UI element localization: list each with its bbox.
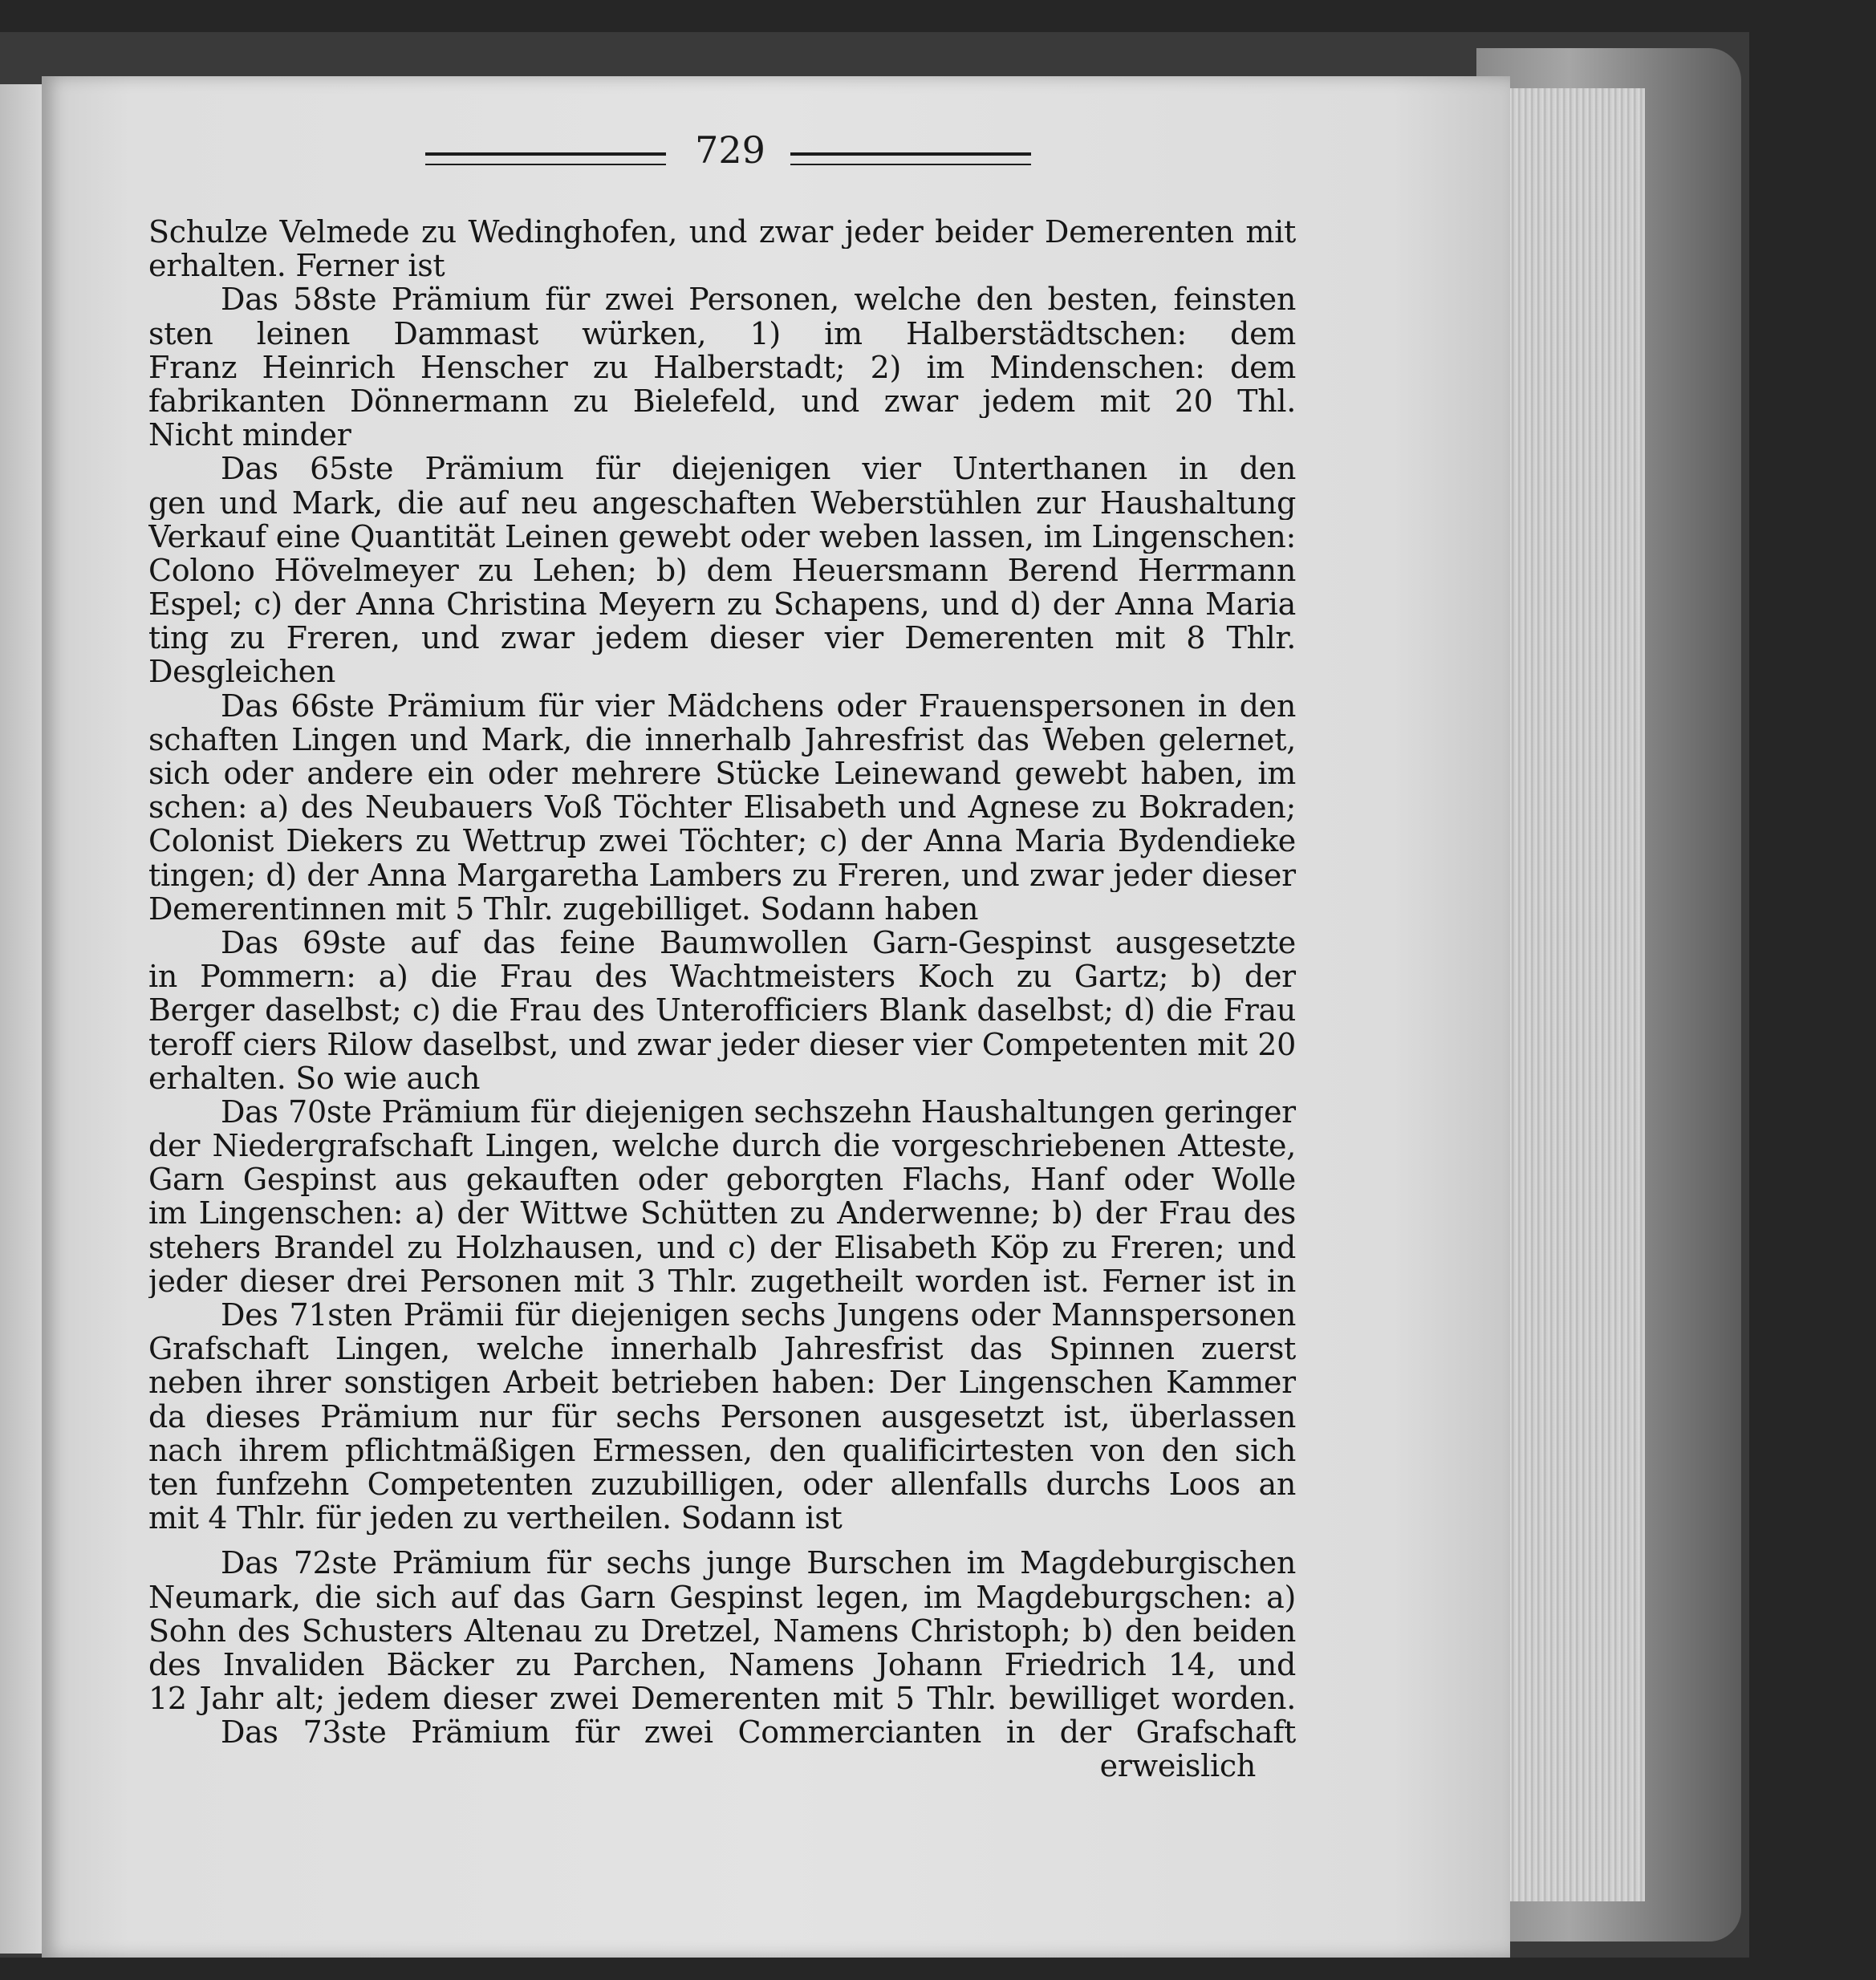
catchword: erweislich [1099, 1749, 1256, 1783]
text-line: des Invaliden Bäcker zu Parchen, Namens Johann Friedrich 14, und [148, 1647, 1296, 1682]
text-line: mit 4 Thlr. für jeden zu vertheilen. Sodann ist [148, 1501, 843, 1536]
text-line: teroff ciers Rilow daselbst, und zwar jeder dieser vier Competenten mit 20 [148, 1027, 1296, 1061]
text-line: der Niedergrafschaft Lingen, welche durch die vorgeschriebenen Atteste, [148, 1129, 1296, 1163]
text-line: Grafschaft Lingen, welche innerhalb Jahresfrist das Spinnen zuerst [148, 1332, 1296, 1366]
text-line: stehers Brandel zu Holzhausen, und c) der Elisabeth Köp zu Freren; und [148, 1230, 1296, 1264]
text-line: Das 69ste auf das feine Baumwollen Garn-Gespinst ausgesetzte [221, 925, 1296, 960]
text-line: erhalten. Ferner ist [148, 249, 445, 283]
text-line: Colono Hövelmeyer zu Lehen; b) dem Heuersmann Berend Herrmann [148, 553, 1296, 588]
text-line: Das 58ste Prämium für zwei Personen, welche den besten, feinsten [221, 282, 1296, 317]
text-line: erhalten. So wie auch [148, 1061, 481, 1095]
text-line: gen und Mark, die auf neu angeschaften Weberstühlen zur Haushaltung [148, 485, 1296, 520]
text-line: sich oder andere ein oder mehrere Stücke Leinewand gewebt haben, im [148, 757, 1296, 791]
text-line: schaften Lingen und Mark, die innerhalb Jahresfrist das Weben gelernet, [148, 722, 1296, 757]
text-line: fabrikanten Dönnermann zu Bielefeld, und zwar jedem mit 20 Thl. [148, 383, 1296, 419]
text-line: Das 66ste Prämium für vier Mädchens oder Frauenspersonen in den [221, 688, 1296, 723]
body-text [148, 215, 1296, 1783]
text-line: Verkauf eine Quantität Leinen gewebt oder weben lassen, im Lingenschen: [148, 519, 1296, 554]
text-line: Das 73ste Prämium für zwei Commercianten in der Grafschaft [221, 1715, 1296, 1750]
text-line: Colonist Diekers zu Wettrup zwei Töchter; c) der Anna Maria Bydendieke [148, 824, 1296, 858]
text-line: neben ihrer sonstigen Arbeit betrieben haben: Der Lingenschen Kammer [148, 1365, 1296, 1400]
header-rule-right [790, 152, 1031, 165]
text-line: im Lingenschen: a) der Wittwe Schütten zu Anderwenne; b) der Frau des [148, 1196, 1296, 1231]
header-rule-left [425, 152, 666, 165]
text-line: Sohn des Schusters Altenau zu Dretzel, Namens Christoph; b) den beiden [148, 1613, 1296, 1648]
text-line: Das 70ste Prämium für diejenigen sechszehn Haushaltungen geringer [221, 1094, 1296, 1130]
page-header [425, 128, 1308, 185]
text-line: Nicht minder [148, 418, 351, 452]
text-line: in Pommern: a) die Frau des Wachtmeisters Koch zu Gartz; b) der [148, 960, 1296, 994]
text-line: sten leinen Dammast würken, 1) im Halberstädtschen: dem [148, 316, 1296, 351]
text-line: tingen; d) der Anna Margaretha Lambers zu Freren, und zwar jeder dieser [148, 858, 1296, 892]
page-number: 729 [695, 128, 765, 172]
left-page-edge [0, 84, 42, 1954]
text-line: 12 Jahr alt; jedem dieser zwei Demerenten mit 5 Thlr. bewilliget worden. [148, 1682, 1296, 1716]
text-line: Espel; c) der Anna Christina Meyern zu Schapens, und d) der Anna Maria [148, 587, 1296, 622]
text-line: nach ihrem pflichtmäßigen Ermessen, den qualificirtesten von den sich [148, 1433, 1296, 1467]
text-line: da dieses Prämium nur für sechs Personen ausgesetzt ist, überlassen [148, 1399, 1296, 1434]
text-line: Franz Heinrich Henscher zu Halberstadt; 2) im Mindenschen: dem [148, 350, 1296, 384]
text-line: schen: a) des Neubauers Voß Töchter Elisabeth und Agnese zu Bokraden; [148, 790, 1296, 825]
text-line: jeder dieser drei Personen mit 3 Thlr. zugetheilt worden ist. Ferner ist in [148, 1264, 1296, 1298]
text-line: Berger daselbst; c) die Frau des Unterofficiers Blank daselbst; d) die Frau [148, 993, 1296, 1028]
text-line: Desgleichen [148, 655, 335, 689]
page-edges [1509, 88, 1645, 1901]
text-line: ting zu Freren, und zwar jedem dieser vier Demerenten mit 8 Thlr. [148, 621, 1296, 655]
text-line: Des 71sten Prämii für diejenigen sechs Jungens oder Mannspersonen [221, 1298, 1296, 1333]
text-line: Schulze Velmede zu Wedinghofen, und zwar jeder beider Demerenten mit [148, 215, 1296, 250]
text-line: Demerentinnen mit 5 Thlr. zugebilliget. Sodann haben [148, 891, 979, 926]
text-line: Neumark, die sich auf das Garn Gespinst legen, im Magdeburgschen: a) [148, 1580, 1296, 1614]
text-line: Das 72ste Prämium für sechs junge Burschen im Magdeburgischen [221, 1546, 1296, 1580]
text-line: Das 65ste Prämium für diejenigen vier Unterthanen in den [221, 452, 1296, 486]
text-line: Garn Gespinst aus gekauften oder geborgten Flachs, Hanf oder Wolle [148, 1162, 1296, 1197]
text-line: ten funfzehn Competenten zuzubilligen, oder allenfalls durchs Loos an [148, 1467, 1296, 1502]
